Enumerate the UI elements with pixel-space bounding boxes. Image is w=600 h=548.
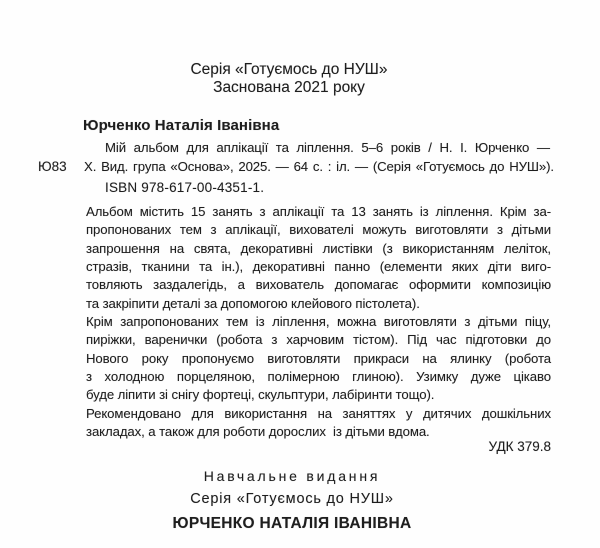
annotation-line: пиріжки, варенички (робота з харчовим тістом). Під час підготовки до [86, 332, 551, 348]
annotation-block [86, 203, 551, 457]
annotation-line: Нового року пропонуємо виготовляти прикраси на ялинку (робота [86, 350, 551, 366]
annotation-line: товляють заздалегідь, а вихователь допомагає оформити композицію [86, 277, 551, 293]
annotation-line: стразів, тканини та ін.), декоративні панно (елементи яких діти виго- [86, 259, 551, 275]
isbn-number: ISBN 978-617-00-4351-1. [105, 180, 265, 195]
annotation-line: Крім запропонованих тем із ліплення, можна виготовляти з дітьми піцу, [86, 314, 551, 330]
catalog-title-line: Мій альбом для аплікації та ліплення. 5–6 років / Н. І. Юрченко — [105, 140, 550, 155]
annotation-line: закладах, а також для роботи дорослих із дітьми вдома. [86, 424, 430, 440]
series-header [0, 61, 578, 96]
annotation-line: буде ліпити зі снігу фортеці, скульптури, лабіринти тощо). [86, 387, 435, 403]
catalog-publisher-line: Х. Вид. група «Основа», 2025. — 64 с. : іл. — (Серія «Готуємось до НУШ»). [84, 159, 554, 174]
catalog-author-mark: Ю83 [38, 159, 67, 174]
udc-number: УДК 379.8 [488, 439, 551, 455]
edition-series: Серія «Готуємось до НУШ» [190, 491, 394, 507]
series-founded-year: Заснована 2021 року [213, 78, 365, 96]
series-title: Серія «Готуємось до НУШ» [190, 61, 388, 78]
edition-type: Навчальне видання [203, 468, 381, 484]
annotation-line: з холодною порцеляною, полімерною глиною). Узимку дуже цікаво [86, 369, 551, 385]
annotation-line: запрошення на свята, декоративні листівки (з використанням леліток, [86, 240, 551, 256]
edition-footer [2, 467, 582, 534]
annotation-line: Рекомендовано для використання на заняттях у дитячих дошкільних [86, 405, 551, 421]
annotation-line: пропонованих тем з аплікації, вихователі можуть виготовляти з дітьми [86, 222, 551, 238]
catalog-author-name: Юрченко Наталія Іванівна [83, 117, 280, 134]
annotation-line: та закріпити деталі за допомогою клейового пістолета). [86, 295, 420, 311]
annotation-line: Альбом містить 15 занять з аплікації та 13 занять із ліплення. Крім за- [86, 204, 551, 219]
edition-author-caps: ЮРЧЕНКО НАТАЛІЯ ІВАНІВНА [172, 515, 412, 532]
